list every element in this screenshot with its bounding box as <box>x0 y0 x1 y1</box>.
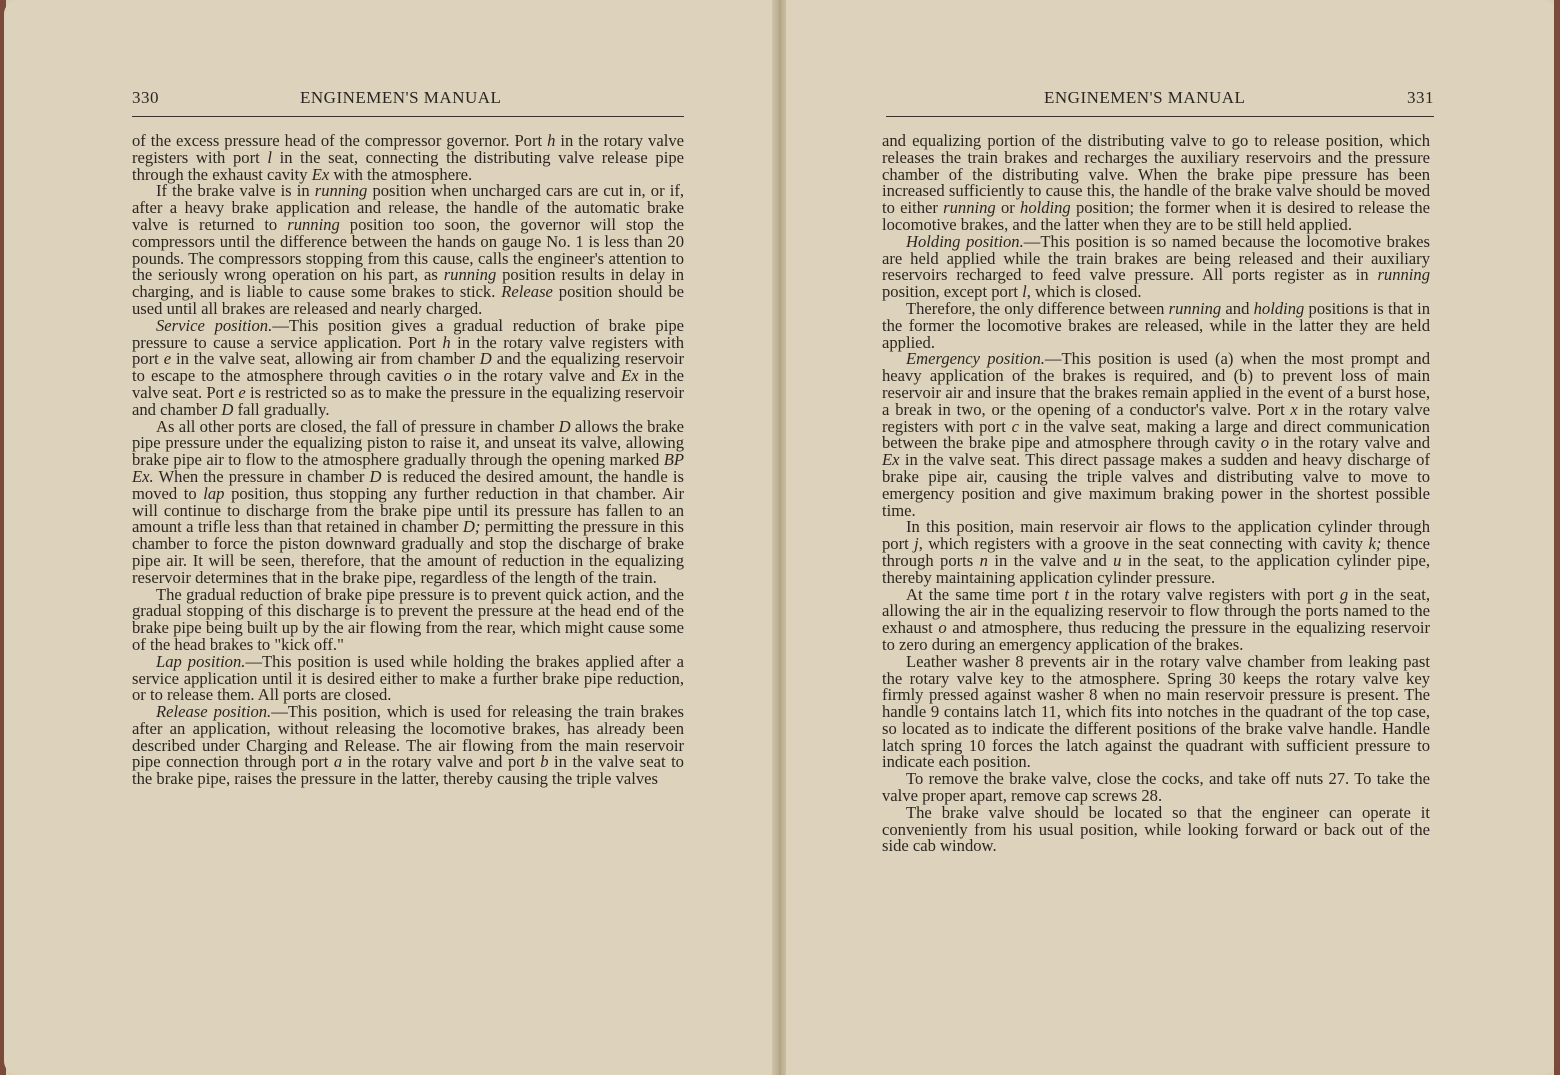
text-run: in the seat, allowing the air in the equalizing reservoir to flow through the ports named to the exhaust <box>882 584 1430 638</box>
italic-run: h <box>442 332 451 352</box>
text-run: —This position is used while holding the brakes applied after a service application until it is desired either to make a further brake pipe reduction, or to release them. All ports are closed. <box>132 651 684 705</box>
paragraph <box>882 651 1430 772</box>
italic-run: D <box>479 349 492 369</box>
text-run: and atmosphere, thus reducing the pressure in the equalizing reservoir to zero during an emergency application of the brakes. <box>882 618 1431 654</box>
italic-run: e <box>238 382 246 402</box>
text-run: —This position gives a gradual reduction of brake pipe pressure to cause a service application. Port <box>132 315 684 352</box>
italic-run: D <box>221 399 234 419</box>
text-run: , which registers with a groove in the seat connecting with cavity <box>918 534 1369 554</box>
text-run: in the rotary valve registers with port <box>1068 584 1340 604</box>
italic-run: u <box>1113 550 1122 570</box>
italic-run: a <box>333 752 343 772</box>
paragraph <box>882 584 1431 654</box>
paragraph <box>132 315 684 419</box>
italic-run: Ex <box>311 164 330 184</box>
italic-run: c <box>1011 416 1019 436</box>
text-run: in the valve seat, making a large and direct communication between the brake pipe and atmosphere through cavity <box>882 416 1430 453</box>
right-page <box>786 0 1556 1075</box>
text-run: position when uncharged cars are cut in, or if, after a heavy brake application and release, the handle of the automatic brake valve is returned to <box>132 181 684 234</box>
text-run: As all other ports are closed, the fall of pressure in chamber <box>156 416 559 436</box>
left-page-body <box>132 133 684 788</box>
text-run: in the rotary valve and <box>451 366 622 386</box>
paragraph <box>882 133 1430 234</box>
text-run: in the rotary valve registers with port <box>882 399 1430 436</box>
text-run: —This position, which is used for releasing the train brakes after an application, without releasing the locomotive brakes, has already been described under Charging and Release. The air flowing from the main reservoir pipe connection through port <box>132 702 684 772</box>
italic-run: l <box>1022 282 1027 302</box>
text-run: The brake valve should be located so that the engineer can operate it conveniently from his usual position, while looking forward or back out of the side cab window. <box>882 802 1430 856</box>
text-run: in the seat, to the application cylinder pipe, thereby maintaining application cylinder pressure. <box>882 550 1430 587</box>
italic-run: o <box>443 366 452 386</box>
text-run: or <box>995 198 1021 218</box>
italic-run: holding <box>1253 298 1305 318</box>
paragraph <box>132 183 684 317</box>
italic-run: t <box>1064 584 1069 604</box>
text-run: Therefore, the only difference between <box>906 298 1169 318</box>
italic-run: running <box>943 198 996 218</box>
italic-run: holding <box>1020 198 1071 218</box>
text-run: and equalizing portion of the distributing valve to go to release position, which releases the train brakes and recharges the auxiliary reservoirs and the pressure chamber of the distributing valve. When the brake pipe pressure has been increased sufficiently to cause this, the handle of the brake valve should be moved to either <box>882 131 1430 218</box>
italic-run: g <box>1339 584 1349 604</box>
text-run: If the brake valve is in <box>156 181 315 201</box>
paragraph <box>132 584 684 654</box>
text-run: fall gradually. <box>233 399 330 419</box>
text-run: in the valve and <box>987 550 1114 570</box>
italic-run: running <box>1168 298 1222 318</box>
text-run: thence through ports <box>882 534 1430 570</box>
text-run: allows the brake pipe pressure under the equalizing piston to raise it, and unseat its valve, allowing brake pipe air to flow to the atmosphere gradually through the opening marked <box>132 416 684 470</box>
italic-run: Ex <box>621 366 639 386</box>
text-run: is restricted so as to make the pressure in the equalizing reservoir and chamber <box>132 382 684 419</box>
italic-run: D; <box>462 517 481 537</box>
left-page-header <box>132 88 684 112</box>
text-run: in the valve seat to the brake pipe, raises the pressure in the latter, thereby causing the triple valves <box>132 752 684 789</box>
text-run: of the excess pressure head of the compressor governor. Port <box>132 131 548 150</box>
left-running-head: ENGINEMEN'S MANUAL <box>300 88 502 107</box>
text-run: in the rotary valve registers with port <box>132 332 684 369</box>
text-run: position results in delay in charging, and is liable to cause some brakes to stick. <box>132 265 685 302</box>
text-run: —This position is so named because the locomotive brakes are held applied while the train brakes are being released and their auxiliary reservoirs recharged to feed valve pressure. All ports register as in <box>882 231 1430 285</box>
italic-run: running <box>443 265 497 285</box>
text-run: position should be used until all brakes are released and nearly charged. <box>132 282 685 318</box>
text-run: in the valve seat. Port <box>132 366 684 402</box>
paragraph <box>132 651 684 705</box>
italic-run: o <box>938 618 947 638</box>
text-run: positions is that in the former the locomotive brakes are released, while in the latter they are held applied. <box>882 298 1430 352</box>
text-run: position, thus stopping any further reduction in that chamber. Air will continue to discharge from the brake pipe until its pressure has fallen to an amount a trifle less than that retained in chamber <box>132 483 684 537</box>
italic-run: Ex <box>882 450 900 470</box>
text-run: and the equalizing reservoir to escape to the atmosphere through cavities <box>132 349 684 386</box>
text-run: At the same time port <box>906 584 1065 604</box>
text-run: , which is closed. <box>1026 282 1142 302</box>
paragraph <box>882 771 1430 805</box>
italic-run: Lap position. <box>156 651 246 671</box>
text-run: with the atmosphere. <box>329 164 473 184</box>
italic-run: l <box>267 147 272 167</box>
text-run: The gradual reduction of brake pipe pressure is to prevent quick action, and the gradual stopping of this discharge is to prevent the pressure at the head end of the brake pipe being built up by the air flowing from the rear, which might cause some of the head brakes to "kick off." <box>132 584 684 654</box>
right-page-body <box>882 133 1430 855</box>
italic-run: D <box>369 466 382 486</box>
italic-run: D <box>558 416 571 436</box>
italic-run: Holding position. <box>906 231 1024 251</box>
text-run: is reduced the desired amount, the handle is moved to <box>132 466 685 503</box>
text-run: position too soon, the governor will stop the compressors until the difference between the hands on gauge No. 1 is less than 20 pounds. The compressors stopping from this cause, calls the engineer's attention to the seriously wrong operation on his part, as <box>132 214 684 285</box>
right-header-rule <box>886 116 1434 117</box>
paragraph <box>132 416 685 587</box>
italic-run: o <box>1260 433 1270 453</box>
paragraph <box>132 704 684 788</box>
right-page-header <box>886 88 1434 112</box>
italic-run: Service position. <box>156 315 273 335</box>
italic-run: running <box>1377 265 1430 285</box>
text-run: in the valve seat. This direct passage makes a sudden and heavy discharge of brake pipe air, causing the triple valves and distributing valve to move to emergency position and give maximum braking power in the shortest possible time. <box>882 450 1430 520</box>
text-run: position, except port <box>882 282 1023 302</box>
italic-run: running <box>287 214 340 234</box>
paragraph <box>882 351 1430 519</box>
book-cover-edge-right <box>1554 0 1560 1075</box>
right-running-head: ENGINEMEN'S MANUAL <box>1044 88 1246 107</box>
italic-run: n <box>979 550 988 570</box>
italic-run: x <box>1290 399 1298 419</box>
left-page-number: 330 <box>132 88 159 107</box>
text-run: In this position, main reservoir air flows to the application cylinder through port <box>882 517 1430 554</box>
paragraph <box>882 519 1430 586</box>
right-page-number: 331 <box>1407 88 1434 107</box>
italic-run: j <box>914 534 919 554</box>
text-run: in the rotary valve and port <box>342 752 541 772</box>
italic-run: h <box>547 131 556 150</box>
text-run: in the rotary valve and <box>1269 433 1430 453</box>
text-run: in the seat, connecting the distributing valve release pipe through the exhaust cavity <box>132 147 684 184</box>
italic-run: lap <box>203 483 225 503</box>
left-page <box>4 0 774 1075</box>
italic-run: running <box>314 181 368 201</box>
italic-run: BP Ex. <box>132 450 684 486</box>
italic-run: k; <box>1368 534 1382 554</box>
text-run: To remove the brake valve, close the cocks, and take off nuts 27. To take the valve proper apart, remove cap screws 28. <box>882 769 1430 806</box>
italic-run: b <box>540 752 549 772</box>
left-header-rule <box>132 116 684 117</box>
paragraph <box>882 231 1430 302</box>
paragraph <box>132 133 684 183</box>
text-run: in the rotary valve registers with port <box>132 131 684 167</box>
italic-run: Release position. <box>156 702 272 722</box>
text-run: in the valve seat, allowing air from chamber <box>171 349 480 369</box>
text-run: When the pressure in chamber <box>153 466 370 486</box>
text-run: position; the former when it is desired to release the locomotive brakes, and the latter when they are to be still held applied. <box>882 198 1430 234</box>
italic-run: Emergency position. <box>906 349 1045 369</box>
text-run: —This position is used (a) when the most prompt and heavy application of the brakes is required, and (b) to prevent loss of main reservoir air and insure that the brakes remain applied in the event of a burst hose, a break in two, or the opening of a conductor's valve. Port <box>882 349 1430 419</box>
text-run: Leather washer 8 prevents air in the rotary valve chamber from leaking past the rotary valve key to the atmosphere. Spring 30 keeps the rotary valve key firmly pressed against washer 8 when no main reservoir pressure is present. The handle 9 contains latch 11, which fits into notches in the quadrant of the top case, so located as to indicate the different positions of the brake valve handle. Handle latch spring 10 forces the latch against the quadrant with sufficient pressure to indicate each position. <box>882 651 1430 772</box>
text-run: and <box>1221 298 1254 318</box>
paragraph <box>882 802 1430 856</box>
paragraph <box>882 298 1430 352</box>
italic-run: Release <box>501 282 553 302</box>
italic-run: e <box>163 349 172 369</box>
text-run: permitting the pressure in this chamber to force the piston downward gradually and stop the discharge of brake pipe air. It will be seen, therefore, that the amount of reduction in the equalizing reservoir determines that in the brake pipe, regardless of the length of the train. <box>132 517 684 587</box>
